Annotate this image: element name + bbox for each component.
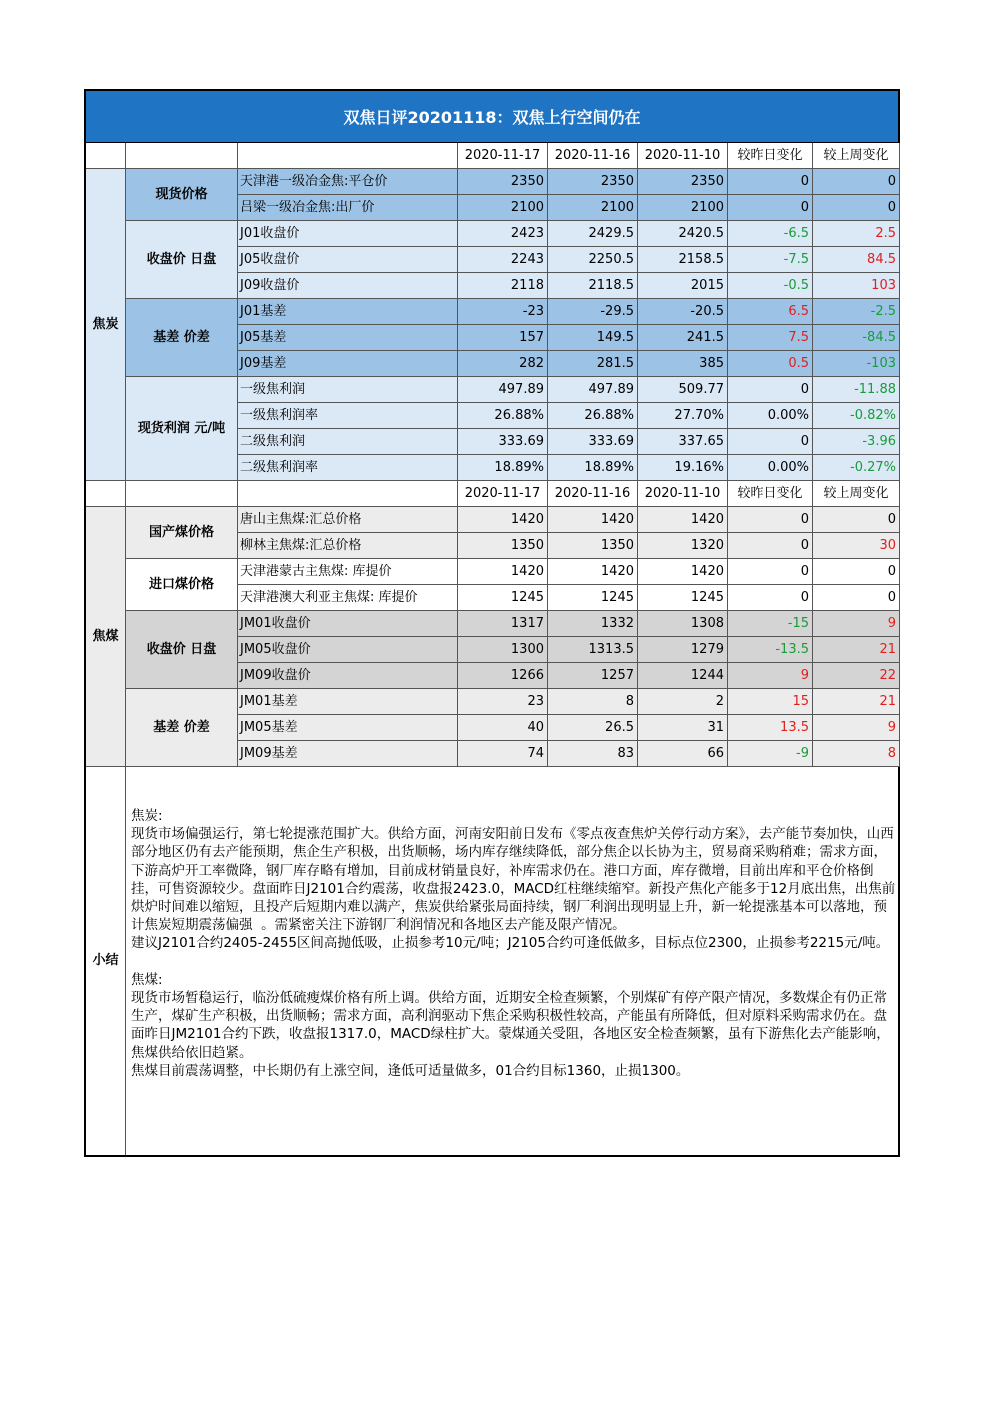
value-cell: 1244 [638,663,728,689]
value-cell: 19.16% [638,455,728,481]
value-cell: 74 [458,741,548,767]
value-cell: 1257 [548,663,638,689]
row-label: JM05收盘价 [238,637,458,663]
value-cell: 385 [638,351,728,377]
value-cell: 26.88% [458,403,548,429]
value-cell: 83 [548,741,638,767]
row-label: J09基差 [238,351,458,377]
change-vs-yesterday: 0.5 [728,351,813,377]
group-label: 基差 价差 [126,689,238,767]
row-label: JM01基差 [238,689,458,715]
change-vs-yesterday: -7.5 [728,247,813,273]
change-vs-yesterday: -13.5 [728,637,813,663]
change-vs-yesterday: 0.00% [728,455,813,481]
group-label: 基差 价差 [126,299,238,377]
value-cell: 8 [548,689,638,715]
change-vs-last-week: -0.27% [813,455,900,481]
change-vs-last-week: 103 [813,273,900,299]
group-label: 现货价格 [126,169,238,221]
value-cell: 2015 [638,273,728,299]
change-vs-yesterday: 0 [728,507,813,533]
value-cell: 26.5 [548,715,638,741]
row-label: 天津港澳大利亚主焦煤: 库提价 [238,585,458,611]
row-label: JM09收盘价 [238,663,458,689]
value-cell: 1332 [548,611,638,637]
change-vs-yesterday: 0 [728,533,813,559]
report-sheet [84,89,900,1157]
value-cell: 1317 [458,611,548,637]
value-cell: 1266 [458,663,548,689]
value-cell: 1313.5 [548,637,638,663]
coal-header-blank-b [126,481,238,507]
coke-header-col-3: 较昨日变化 [728,143,813,169]
value-cell: 1245 [458,585,548,611]
change-vs-last-week: -11.88 [813,377,900,403]
change-vs-last-week: 21 [813,689,900,715]
value-cell: -29.5 [548,299,638,325]
value-cell: 1308 [638,611,728,637]
group-label: 现货利润 元/吨 [126,377,238,481]
row-label: JM05基差 [238,715,458,741]
change-vs-yesterday: 0 [728,377,813,403]
change-vs-yesterday: 0 [728,559,813,585]
value-cell: 1420 [638,559,728,585]
row-label: J05收盘价 [238,247,458,273]
value-cell: 2118.5 [548,273,638,299]
coal-header-blank-c [238,481,458,507]
change-vs-last-week: -84.5 [813,325,900,351]
change-vs-yesterday: -0.5 [728,273,813,299]
row-label: J09收盘价 [238,273,458,299]
change-vs-last-week: 0 [813,507,900,533]
value-cell: 2429.5 [548,221,638,247]
value-cell: 26.88% [548,403,638,429]
change-vs-last-week: 0 [813,559,900,585]
coal-section-label: 焦煤 [86,507,126,767]
change-vs-last-week: 21 [813,637,900,663]
change-vs-yesterday: -9 [728,741,813,767]
coke-header-col-4: 较上周变化 [813,143,900,169]
value-cell: 337.65 [638,429,728,455]
value-cell: -23 [458,299,548,325]
value-cell: 2158.5 [638,247,728,273]
change-vs-last-week: -3.96 [813,429,900,455]
value-cell: 66 [638,741,728,767]
coke-header-col-2: 2020-11-10 [638,143,728,169]
change-vs-last-week: 30 [813,533,900,559]
coke-header-col-1: 2020-11-16 [548,143,638,169]
coke-section-label: 焦炭 [86,169,126,481]
value-cell: 282 [458,351,548,377]
group-label: 进口煤价格 [126,559,238,611]
value-cell: 1420 [458,507,548,533]
coke-header-blank-a [86,143,126,169]
row-label: 二级焦利润率 [238,455,458,481]
value-cell: 1320 [638,533,728,559]
change-vs-last-week: 0 [813,169,900,195]
row-label: 天津港蒙古主焦煤: 库提价 [238,559,458,585]
change-vs-yesterday: 0 [728,429,813,455]
value-cell: 1245 [548,585,638,611]
coke-header-blank-b [126,143,238,169]
change-vs-last-week: -0.82% [813,403,900,429]
row-label: 一级焦利润率 [238,403,458,429]
coal-header-col-0: 2020-11-17 [458,481,548,507]
value-cell: 1300 [458,637,548,663]
change-vs-yesterday: 0 [728,195,813,221]
value-cell: 2243 [458,247,548,273]
change-vs-yesterday: 0.00% [728,403,813,429]
row-label: 天津港一级冶金焦:平仓价 [238,169,458,195]
value-cell: 1350 [458,533,548,559]
change-vs-last-week: 0 [813,195,900,221]
value-cell: 281.5 [548,351,638,377]
value-cell: 2250.5 [548,247,638,273]
value-cell: 1420 [458,559,548,585]
coal-header-col-4: 较上周变化 [813,481,900,507]
value-cell: 1279 [638,637,728,663]
change-vs-last-week: 8 [813,741,900,767]
change-vs-yesterday: -15 [728,611,813,637]
value-cell: 2350 [458,169,548,195]
value-cell: 1350 [548,533,638,559]
value-cell: 2118 [458,273,548,299]
value-cell: 497.89 [548,377,638,403]
value-cell: -20.5 [638,299,728,325]
row-label: JM01收盘价 [238,611,458,637]
row-label: 吕梁一级冶金焦:出厂价 [238,195,458,221]
value-cell: 497.89 [458,377,548,403]
value-cell: 31 [638,715,728,741]
change-vs-last-week: 84.5 [813,247,900,273]
value-cell: 1245 [638,585,728,611]
change-vs-yesterday: 0 [728,169,813,195]
row-label: 唐山主焦煤:汇总价格 [238,507,458,533]
change-vs-yesterday: 0 [728,585,813,611]
coal-header-blank-a [86,481,126,507]
value-cell: 509.77 [638,377,728,403]
group-label: 收盘价 日盘 [126,221,238,299]
coke-header-blank-c [238,143,458,169]
value-cell: 149.5 [548,325,638,351]
change-vs-last-week: 9 [813,611,900,637]
value-cell: 2 [638,689,728,715]
value-cell: 333.69 [458,429,548,455]
group-label: 收盘价 日盘 [126,611,238,689]
change-vs-yesterday: 7.5 [728,325,813,351]
value-cell: 2100 [638,195,728,221]
change-vs-yesterday: 9 [728,663,813,689]
coal-header-col-3: 较昨日变化 [728,481,813,507]
change-vs-last-week: 9 [813,715,900,741]
value-cell: 157 [458,325,548,351]
change-vs-last-week: -2.5 [813,299,900,325]
change-vs-last-week: -103 [813,351,900,377]
value-cell: 2100 [458,195,548,221]
change-vs-yesterday: 15 [728,689,813,715]
value-cell: 23 [458,689,548,715]
coal-header-col-2: 2020-11-10 [638,481,728,507]
row-label: 柳林主焦煤:汇总价格 [238,533,458,559]
summary-text: 焦炭: 现货市场偏强运行，第七轮提涨范围扩大。供给方面，河南安阳前日发布《零点夜查焦炉关停行动方案》，去产能节奏加快，山西部分地区仍有去产能预期，焦企生产积极，出货顺畅，场内库存继续降低，部分焦企以长协为主，贸易商采购稍难；需求方面，下游高炉开工率微降，钢厂库存略有增加，目前成材销量良好，补库需求仍在。港口方面，库存微增，目前出库和平仓价格倒挂，可售资源较少。盘面昨日J2101合约震荡，收盘报2423.0，MACD红柱继续缩窄。新投产焦化产能多于12月底出焦，出焦前烘炉时间难以缩短，且投产后短期内难以满产，焦炭供给紧张局面持续，钢厂利润出现明显上升，新一轮提涨基本可以落地，预计焦炭短期震荡偏强 。需紧密关注下游钢厂利润情况和各地区去产能及限产情况。 建议J2101合约2405-2455区间高抛低吸，止损参考10元/吨；J2105合约可逢低做多，目标点位2300，止损参考2215元/吨。 焦煤: 现货市场暂稳运行，临汾低硫瘦煤价格有所上调。供给方面，近期安全检查频繁，个别煤矿有停产限产情况，多数煤企有仍正常生产，煤矿生产积极，出货顺畅；需求方面，高利润驱动下焦企采购积极性较高，产能虽有所降低，但对原料采购需求仍在。盘面昨日JM2101合约下跌，收盘报1317.0，MACD绿柱扩大。蒙煤通关受阻，各地区安全检查频繁，虽有下游焦化去产能影响，焦煤供给依旧趋紧。 焦煤目前震荡调整，中长期仍有上涨空间，逢低可适量做多，01合约目标1360，止损1300。 [131,808,896,1079]
change-vs-last-week: 2.5 [813,221,900,247]
value-cell: 18.89% [458,455,548,481]
value-cell: 2420.5 [638,221,728,247]
row-label: 二级焦利润 [238,429,458,455]
row-label: 一级焦利润 [238,377,458,403]
coal-header-col-1: 2020-11-16 [548,481,638,507]
change-vs-yesterday: 13.5 [728,715,813,741]
value-cell: 2350 [638,169,728,195]
change-vs-yesterday: 6.5 [728,299,813,325]
report-title: 双焦日评20201118：双焦上行空间仍在 [86,91,898,143]
change-vs-yesterday: -6.5 [728,221,813,247]
value-cell: 333.69 [548,429,638,455]
value-cell: 40 [458,715,548,741]
value-cell: 2350 [548,169,638,195]
value-cell: 1420 [638,507,728,533]
value-cell: 27.70% [638,403,728,429]
row-label: JM09基差 [238,741,458,767]
summary-label: 小结 [86,767,126,1155]
value-cell: 1420 [548,507,638,533]
group-label: 国产煤价格 [126,507,238,559]
row-label: J05基差 [238,325,458,351]
value-cell: 2423 [458,221,548,247]
change-vs-last-week: 0 [813,585,900,611]
coke-header-col-0: 2020-11-17 [458,143,548,169]
value-cell: 1420 [548,559,638,585]
change-vs-last-week: 22 [813,663,900,689]
value-cell: 2100 [548,195,638,221]
value-cell: 241.5 [638,325,728,351]
value-cell: 18.89% [548,455,638,481]
row-label: J01收盘价 [238,221,458,247]
row-label: J01基差 [238,299,458,325]
